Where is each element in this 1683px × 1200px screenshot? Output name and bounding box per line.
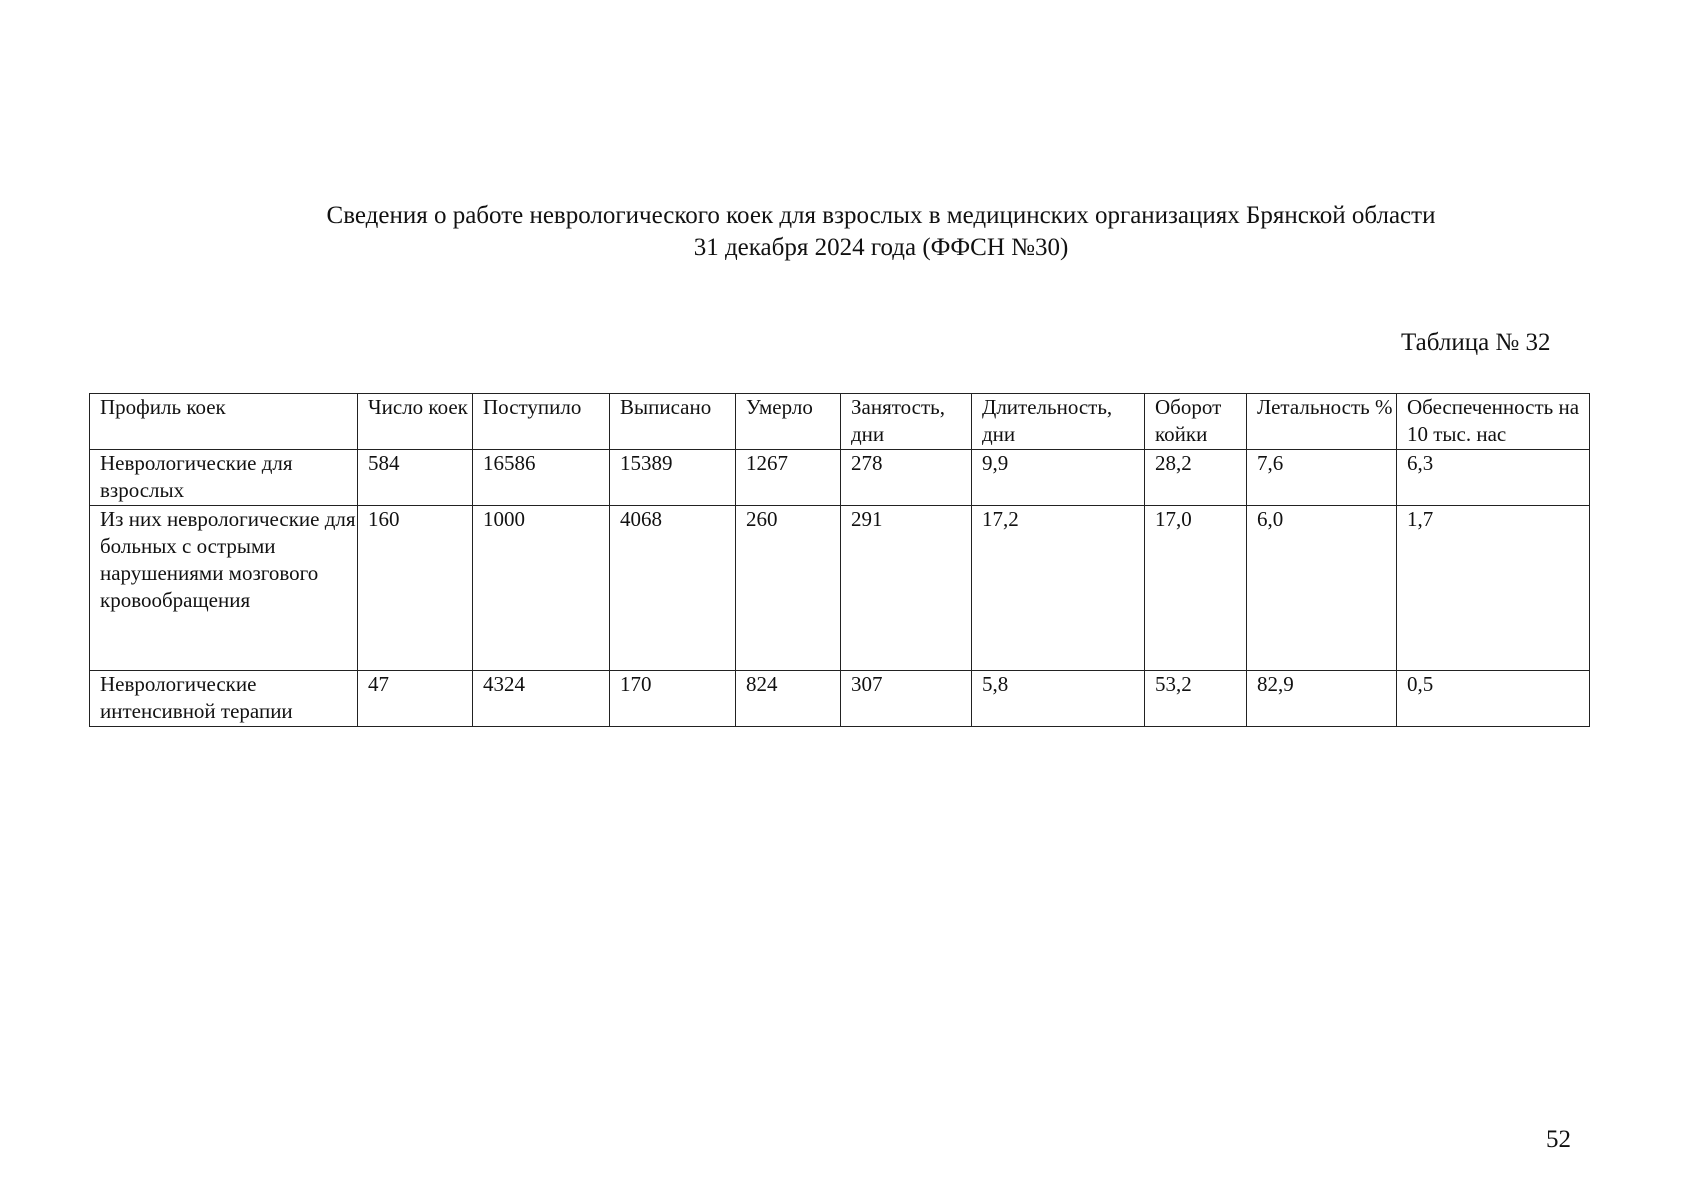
- table-header-row: [90, 394, 1590, 450]
- cell-mortality-percent: 7,6: [1247, 450, 1397, 506]
- header-died: Умерло: [736, 394, 841, 450]
- header-admitted: Поступило: [473, 394, 610, 450]
- header-bed-turnover: Оборот койки: [1145, 394, 1247, 450]
- cell-died: 1267: [736, 450, 841, 506]
- cell-discharged: 170: [610, 671, 736, 727]
- cell-admitted: 4324: [473, 671, 610, 727]
- cell-bed-count: 47: [358, 671, 473, 727]
- cell-bed-turnover: 28,2: [1145, 450, 1247, 506]
- cell-died: 824: [736, 671, 841, 727]
- cell-bed-profile: Из них неврологические для больных с острыми нарушениями мозгового кровообращения: [90, 506, 358, 671]
- header-beds-per-10k: Обеспеченность на 10 тыс. нас: [1397, 394, 1590, 450]
- table-number: Таблица № 32: [1401, 329, 1551, 356]
- cell-beds-per-10k: 0,5: [1397, 671, 1590, 727]
- cell-occupancy-days: 291: [841, 506, 972, 671]
- header-discharged: Выписано: [610, 394, 736, 450]
- header-average-stay-days: Длительность, дни: [972, 394, 1145, 450]
- header-occupancy-days: Занятость, дни: [841, 394, 972, 450]
- table-row: [90, 450, 1590, 506]
- cell-bed-profile: Неврологические для взрослых: [90, 450, 358, 506]
- cell-admitted: 16586: [473, 450, 610, 506]
- header-bed-profile: Профиль коек: [90, 394, 358, 450]
- cell-bed-count: 584: [358, 450, 473, 506]
- cell-mortality-percent: 6,0: [1247, 506, 1397, 671]
- cell-mortality-percent: 82,9: [1247, 671, 1397, 727]
- cell-bed-turnover: 53,2: [1145, 671, 1247, 727]
- cell-discharged: 15389: [610, 450, 736, 506]
- cell-average-stay-days: 5,8: [972, 671, 1145, 727]
- bed-statistics-table: [89, 393, 1590, 727]
- cell-died: 260: [736, 506, 841, 671]
- header-mortality-percent: Летальность %: [1247, 394, 1397, 450]
- cell-bed-turnover: 17,0: [1145, 506, 1247, 671]
- cell-bed-profile: Неврологические интенсивной терапии: [90, 671, 358, 727]
- title-line-2: 31 декабря 2024 года (ФФСН №30): [693, 234, 1069, 261]
- title-line-1: Сведения о работе неврологического коек для взрослых в медицинских организациях Брянской области: [326, 202, 1436, 229]
- cell-discharged: 4068: [610, 506, 736, 671]
- table-row: [90, 671, 1590, 727]
- cell-occupancy-days: 307: [841, 671, 972, 727]
- cell-beds-per-10k: 1,7: [1397, 506, 1590, 671]
- cell-bed-count: 160: [358, 506, 473, 671]
- header-bed-count: Число коек: [358, 394, 473, 450]
- cell-average-stay-days: 17,2: [972, 506, 1145, 671]
- cell-beds-per-10k: 6,3: [1397, 450, 1590, 506]
- page-number: 52: [1546, 1126, 1571, 1153]
- table-row: [90, 506, 1590, 671]
- cell-occupancy-days: 278: [841, 450, 972, 506]
- cell-admitted: 1000: [473, 506, 610, 671]
- document-title: [0, 200, 1683, 264]
- cell-average-stay-days: 9,9: [972, 450, 1145, 506]
